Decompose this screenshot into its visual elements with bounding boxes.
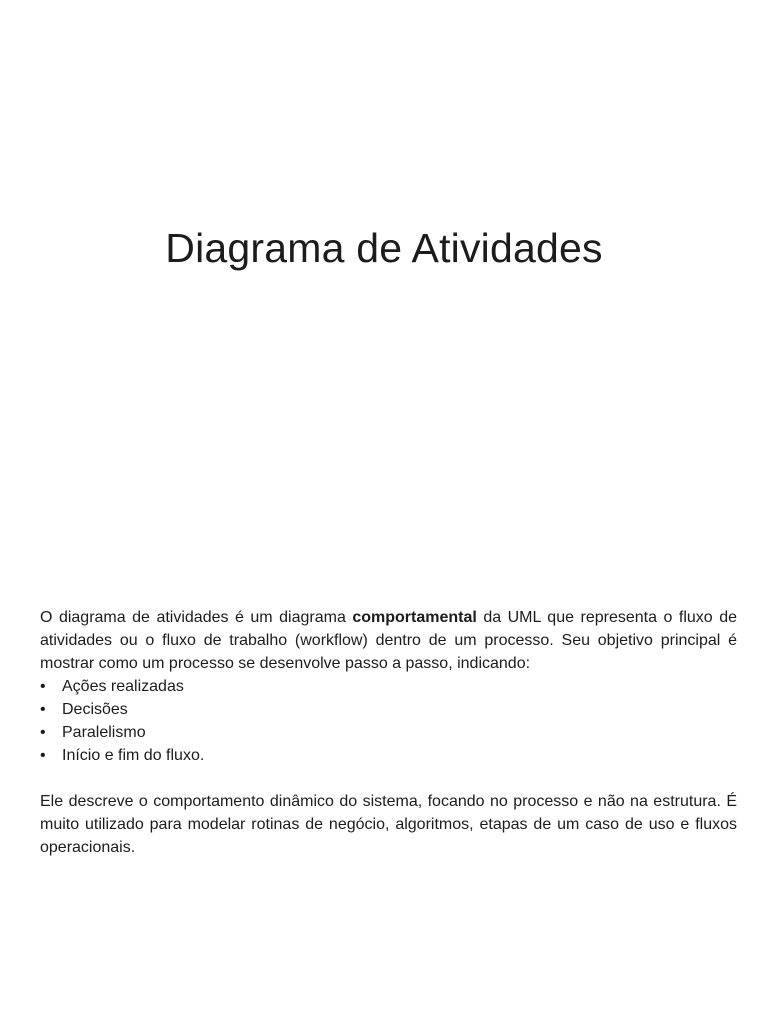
paragraph-spacer — [40, 767, 737, 790]
page-title: Diagrama de Atividades — [165, 225, 603, 271]
intro-text-start: O diagrama de atividades é um diagrama — [40, 609, 353, 626]
list-item-text: Ações realizadas — [62, 678, 184, 695]
list-item — [40, 675, 737, 698]
list-item-text: Paralelismo — [62, 724, 146, 741]
bullet-icon: • — [40, 678, 46, 695]
closing-paragraph: Ele descreve o comportamento dinâmico do sistema, focando no processo e não na estrutura. É muito utilizado para modelar rotinas de negócio, algoritmos, etapas de um caso de uso e fluxos operacionais. — [40, 793, 737, 856]
bullet-icon: • — [40, 747, 46, 764]
intro-text-end: da UML que representa o fluxo de atividades ou o fluxo de trabalho (workflow) dentro de um processo. Seu objetivo principal é mostrar como um processo se desenvolve passo a passo, indicando: — [40, 609, 738, 672]
list-item-text: Início e fim do fluxo. — [62, 747, 205, 764]
list-item — [40, 721, 737, 744]
intro-bold-term: comportamental — [352, 609, 477, 626]
bullet-list — [40, 675, 737, 767]
bullet-icon: • — [40, 724, 46, 741]
intro-paragraph — [40, 606, 737, 675]
list-item — [40, 698, 737, 721]
list-item — [40, 744, 737, 767]
bullet-icon: • — [40, 701, 46, 718]
body-content — [40, 606, 737, 859]
list-item-text: Decisões — [62, 701, 128, 718]
